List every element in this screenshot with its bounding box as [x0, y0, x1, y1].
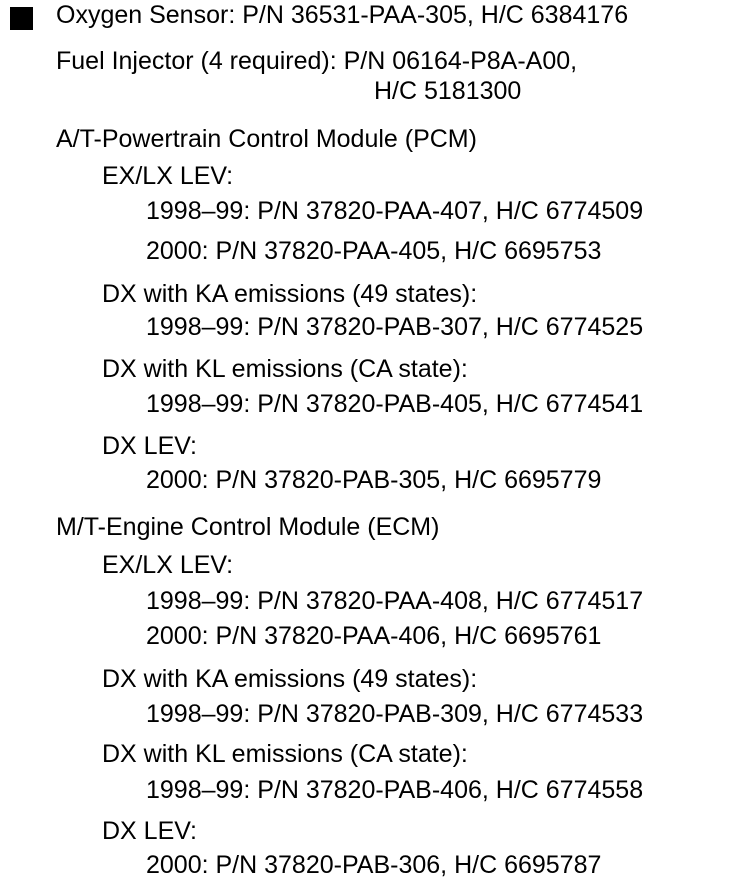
pcm-dx-kl-item: 1998–99: P/N 37820-PAB-405, H/C 6774541	[146, 390, 644, 418]
ecm-dx-lev-label: DX LEV:	[102, 817, 197, 845]
ecm-dx-kl-item: 1998–99: P/N 37820-PAB-406, H/C 6774558	[146, 776, 644, 804]
ecm-ex-lx-lev-item: 2000: P/N 37820-PAA-406, H/C 6695761	[146, 622, 602, 650]
fuel-injector-line: Fuel Injector (4 required): P/N 06164-P8A-A00,	[56, 47, 578, 75]
ecm-ex-lx-lev-label: EX/LX LEV:	[102, 551, 234, 579]
pcm-heading: A/T-Powertrain Control Module (PCM)	[56, 125, 477, 153]
ecm-dx-kl-label: DX with KL emissions (CA state):	[102, 740, 468, 768]
pcm-dx-lev-label: DX LEV:	[102, 432, 197, 460]
oxygen-sensor-line: Oxygen Sensor: P/N 36531-PAA-305, H/C 6384176	[56, 1, 629, 29]
pcm-dx-ka-item: 1998–99: P/N 37820-PAB-307, H/C 6774525	[146, 313, 644, 341]
pcm-ex-lx-lev-item: 1998–99: P/N 37820-PAA-407, H/C 6774509	[146, 197, 644, 225]
pcm-dx-lev-item: 2000: P/N 37820-PAB-305, H/C 6695779	[146, 466, 602, 494]
ecm-heading: M/T-Engine Control Module (ECM)	[56, 513, 440, 541]
pcm-ex-lx-lev-label: EX/LX LEV:	[102, 162, 234, 190]
pcm-ex-lx-lev-item: 2000: P/N 37820-PAA-405, H/C 6695753	[146, 237, 602, 265]
ecm-ex-lx-lev-item: 1998–99: P/N 37820-PAA-408, H/C 6774517	[146, 587, 644, 615]
ecm-dx-ka-label: DX with KA emissions (49 states):	[102, 665, 478, 693]
square-bullet-icon	[10, 7, 33, 30]
ecm-dx-lev-item: 2000: P/N 37820-PAB-306, H/C 6695787	[146, 851, 602, 879]
pcm-dx-kl-label: DX with KL emissions (CA state):	[102, 355, 468, 383]
fuel-injector-hc-line: H/C 5181300	[374, 77, 522, 105]
pcm-dx-ka-label: DX with KA emissions (49 states):	[102, 280, 478, 308]
ecm-dx-ka-item: 1998–99: P/N 37820-PAB-309, H/C 6774533	[146, 700, 644, 728]
